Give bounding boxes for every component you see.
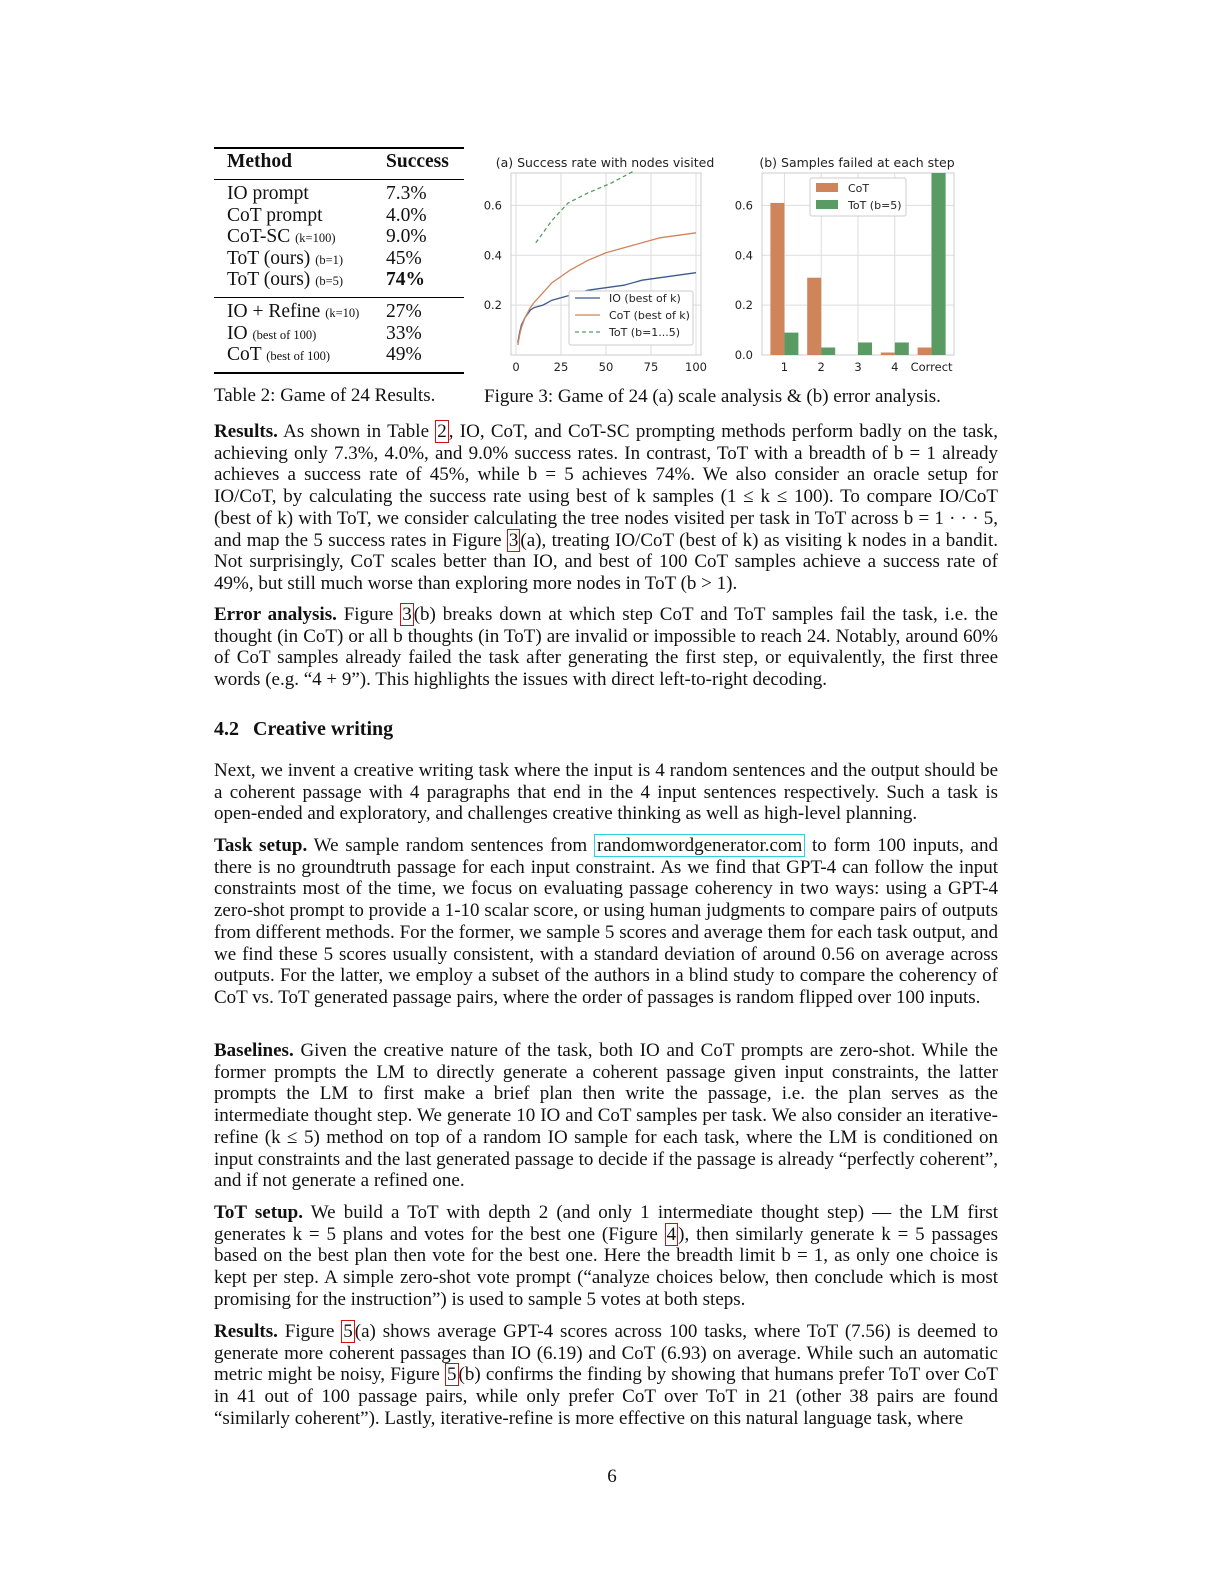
task-setup-paragraph bbox=[214, 835, 998, 1009]
chart-b-ytick-label: 0.2 bbox=[734, 298, 753, 313]
chart-b-bar bbox=[881, 353, 895, 356]
p6-text-1: We build a ToT with depth 2 (and only 1 intermediate thought step) — the LM first generates k = 5 plans and votes for the best one (Figure bbox=[214, 1202, 999, 1245]
chart-a-ytick-label: 0.2 bbox=[483, 298, 502, 313]
chart-b-xtick-label: Correct bbox=[910, 360, 953, 374]
table-cell-method-note: (b=1) bbox=[315, 252, 344, 267]
table-group-rule bbox=[214, 297, 464, 298]
p4-text-2: to form 100 inputs, and there is no groundtruth passage for each input constraint. As we find that GPT-4 can follow the input constraints most of the time, we focus on evaluating passage coherency in two ways: using a GPT-4 zero-shot prompt to provide a 1-10 scalar score, or using human judgments to compare pairs of outputs from different methods. For the former, we sample 5 scores and average them for each task output, and we find these 5 scores usually consistent, with a standard deviation of around 0.56 on average across outputs. For the latter, we employ a subset of the authors in a blind study to compare the coherency of CoT vs. ToT generated passage pairs, where the order of passages is random flipped over 100 inputs. bbox=[214, 835, 998, 1008]
table-cell-method: IO (best of 100) bbox=[227, 322, 317, 344]
chart-b-ytick-label: 0.0 bbox=[734, 348, 753, 362]
chart-a-xtick-label: 75 bbox=[643, 360, 659, 374]
chart-b-bar bbox=[821, 348, 835, 356]
chart-a-xtick-label: 100 bbox=[685, 360, 707, 374]
table-cell-method-note: (k=10) bbox=[325, 306, 360, 320]
chart-b-xtick-label: 4 bbox=[891, 360, 899, 374]
table-row bbox=[214, 226, 464, 248]
chart-b-bar bbox=[932, 173, 946, 355]
table-cell-success: 33% bbox=[386, 322, 422, 344]
table-cell-method-note: (b=5) bbox=[315, 274, 344, 288]
chart-a-xtick-label: 0 bbox=[512, 360, 520, 374]
table-cell-method: CoT prompt bbox=[227, 204, 323, 226]
table-header-success: Success bbox=[386, 151, 449, 172]
p2-text-2: (b) breaks down at which step CoT and ToT samples fail the task, i.e. the thought (in CoT) or all b thoughts (in ToT) are invalid or impossible to reach 24. Notably, around 60% of CoT samples already failed the task after generating the first step, or equivalently, the first three words (e.g. “4 + 9”). This highlights the issues with direct left-to-right decoding. bbox=[214, 604, 998, 691]
chart-a-title: (a) Success rate with nodes visited bbox=[495, 155, 715, 170]
figure-ref-link[interactable]: 3 bbox=[402, 604, 412, 625]
p2-text-1: Figure bbox=[336, 604, 401, 625]
table-cell-success: 49% bbox=[386, 344, 422, 365]
table-cell-success: 27% bbox=[386, 301, 422, 322]
p7-text-1: Figure bbox=[277, 1321, 342, 1342]
chart-success-rate bbox=[476, 150, 726, 380]
table-cell-success: 7.3% bbox=[386, 183, 427, 204]
table-cell-method-note: (best of 100) bbox=[266, 349, 331, 363]
tot-setup-heading: ToT setup. bbox=[214, 1202, 303, 1223]
figure-caption: Figure 3: Game of 24 (a) scale analysis & (b) error analysis. bbox=[484, 386, 941, 407]
p1-text-3: (a), treating IO/CoT (best of k) as visiting k nodes in a bandit. Not surprisingly, CoT scales better than IO, and best of 100 CoT samples achieve a success rate of 49%, but still much worse than exploring more nodes in ToT (b > 1). bbox=[214, 529, 998, 594]
chart-b-legend-label: ToT (b=5) bbox=[848, 199, 902, 212]
chart-b-xtick-label: 1 bbox=[780, 360, 789, 374]
p3-text: Next, we invent a creative writing task where the input is 4 random sentences and the output should be a coherent passage with 4 paragraphs that end in the 4 input sentences respectively. Such a task is open-ended and exploratory, and challenges creative thinking as well as high-level planning. bbox=[214, 760, 998, 825]
table-cell-method-note: (best of 100) bbox=[252, 327, 317, 342]
table-cell-method: ToT (ours) (b=1) bbox=[227, 247, 344, 269]
chart-a-legend bbox=[569, 291, 693, 345]
chart-a-xtick-label: 25 bbox=[553, 360, 569, 374]
chart-b-bar bbox=[784, 333, 798, 355]
table-row bbox=[214, 205, 464, 227]
chart-b-legend-swatch bbox=[816, 200, 838, 209]
chart-b-bar bbox=[858, 343, 872, 356]
section-title: Creative writing bbox=[253, 718, 394, 740]
chart-a-ytick-label: 0.6 bbox=[483, 198, 502, 213]
table-row bbox=[214, 344, 464, 366]
p1-text-1: As shown in Table bbox=[277, 421, 436, 442]
table-row bbox=[214, 183, 464, 205]
creative-results-paragraph bbox=[214, 1321, 998, 1430]
creative-results-heading: Results. bbox=[214, 1321, 278, 1342]
chart-a-series-line bbox=[536, 171, 635, 243]
chart-b-legend bbox=[810, 178, 906, 216]
p1-text-2: , IO, CoT, and CoT-SC prompting methods perform badly on the task, achieving only 7.3%, 4.0%, and 9.0% success rates. In contrast, ToT with a breadth of b = 1 already achieves a success rate of 45%, while b = 5 achieves 74%. We also consider an oracle setup for IO/CoT, by calculating the success rate using best of k samples (1 ≤ k ≤ 100). To compare IO/CoT (best of k) with ToT, we consider calculating the tree nodes visited per task in ToT across b = 1 · · · 5, and map the 5 success rates in Figure bbox=[214, 421, 998, 551]
table-cell-method: CoT-SC (k=100) bbox=[227, 226, 336, 247]
chart-b-title: (b) Samples failed at each step bbox=[759, 155, 955, 170]
table-header-row bbox=[214, 151, 464, 173]
chart-b-xtick-label: 3 bbox=[854, 360, 862, 374]
section-number: 4.2 bbox=[214, 718, 239, 740]
table-caption: Table 2: Game of 24 Results. bbox=[214, 385, 436, 406]
table-ref-link[interactable]: 2 bbox=[437, 421, 447, 442]
chart-a-xtick-label: 50 bbox=[598, 360, 614, 374]
table-cell-success: 9.0% bbox=[386, 226, 427, 247]
table-cell-method: ToT (ours) (b=5) bbox=[227, 269, 344, 290]
baselines-heading: Baselines. bbox=[214, 1040, 294, 1061]
page-number: 6 bbox=[607, 1466, 617, 1487]
baselines-paragraph bbox=[214, 1040, 998, 1192]
table-row bbox=[214, 323, 464, 345]
table-header-method: Method bbox=[227, 151, 292, 172]
chart-b-bar bbox=[770, 203, 784, 355]
chart-b-bar bbox=[807, 278, 821, 355]
table-cell-success: 45% bbox=[386, 247, 422, 269]
chart-b-legend-label: CoT bbox=[848, 182, 870, 195]
error-analysis-paragraph bbox=[214, 604, 998, 691]
figure-ref-link[interactable]: 4 bbox=[666, 1223, 677, 1245]
table-bottom-rule bbox=[214, 372, 464, 374]
table-row bbox=[214, 269, 464, 291]
table-cell-method: IO + Refine (k=10) bbox=[227, 301, 360, 322]
chart-b-ytick-label: 0.6 bbox=[734, 198, 753, 213]
intro-paragraph bbox=[214, 760, 998, 825]
table-header-rule bbox=[214, 179, 464, 180]
p7-text-3: (b) confirms the finding by showing that humans prefer ToT over CoT in 41 out of 100 passage pairs, while only prefer CoT over ToT in 21 (other 38 pairs are found “similarly coherent”). Lastly, iterative-refine is more effective on this natural language task, where bbox=[214, 1364, 998, 1429]
chart-b-bar bbox=[918, 348, 932, 356]
chart-a-legend-label: ToT (b=1...5) bbox=[609, 326, 681, 339]
p6-text-2: ), then similarly generate k = 5 passages based on the best plan then vote for the best one. Here the breadth limit b = 1, as only one choice is kept per step. A simple zero-shot vote prompt (“analyze choices below, then conclude which is most promising for the instruction”) is used to sample 5 votes at both steps. bbox=[214, 1223, 998, 1310]
p4-text-1: We sample random sentences from bbox=[307, 835, 594, 856]
figure-ref-link[interactable]: 5 bbox=[343, 1321, 353, 1342]
chart-samples-failed bbox=[726, 150, 966, 380]
table-cell-success: 74% bbox=[386, 269, 425, 290]
figure-ref-link[interactable]: 5 bbox=[447, 1364, 457, 1386]
section-heading bbox=[214, 718, 393, 741]
error-analysis-heading: Error analysis. bbox=[214, 604, 337, 625]
tot-setup-paragraph bbox=[214, 1202, 998, 1311]
chart-b-ytick-label: 0.4 bbox=[734, 248, 753, 263]
table-cell-method-note: (k=100) bbox=[295, 231, 336, 245]
table-top-rule bbox=[214, 147, 464, 149]
website-link[interactable]: randomwordgenerator.com bbox=[594, 834, 805, 857]
results-paragraph bbox=[214, 421, 998, 595]
p5-text: Given the creative nature of the task, both IO and CoT prompts are zero-shot. While the former prompts the LM to directly generate a coherent passage given input constraints, the latter prompts the LM to first make a brief plan then write the passage, i.e. the plan serves as the intermediate thought step. We generate 10 IO and CoT samples per task. We also consider an iterative-refine (k ≤ 5) method on top of a random IO sample for each task, where the LM is conditioned on input constraints and the last generated passage to decide if the passage is already “perfectly coherent”, and if not generate a refined one. bbox=[214, 1040, 998, 1192]
table-row bbox=[214, 301, 464, 323]
results-heading: Results. bbox=[214, 421, 278, 442]
chart-b-xtick-label: 2 bbox=[817, 360, 825, 374]
chart-a-legend-label: IO (best of k) bbox=[609, 292, 681, 305]
table-cell-method: CoT (best of 100) bbox=[227, 344, 331, 365]
table-cell-success: 4.0% bbox=[386, 204, 427, 226]
chart-b-bar bbox=[895, 343, 909, 356]
chart-a-legend-label: CoT (best of k) bbox=[609, 309, 690, 322]
chart-b-legend-swatch bbox=[816, 183, 838, 192]
task-setup-heading: Task setup. bbox=[214, 835, 308, 856]
figure-ref-link[interactable]: 3 bbox=[508, 529, 519, 551]
table-row bbox=[214, 248, 464, 270]
p7-text-2: (a) shows average GPT-4 scores across 100 tasks, where ToT (7.56) is deemed to generate more coherent passages than IO (6.19) and CoT (6.93) on average. While such an automatic metric might be noisy, Figure bbox=[214, 1321, 998, 1386]
chart-a-ytick-label: 0.4 bbox=[483, 248, 502, 263]
table-cell-method: IO prompt bbox=[227, 183, 309, 204]
